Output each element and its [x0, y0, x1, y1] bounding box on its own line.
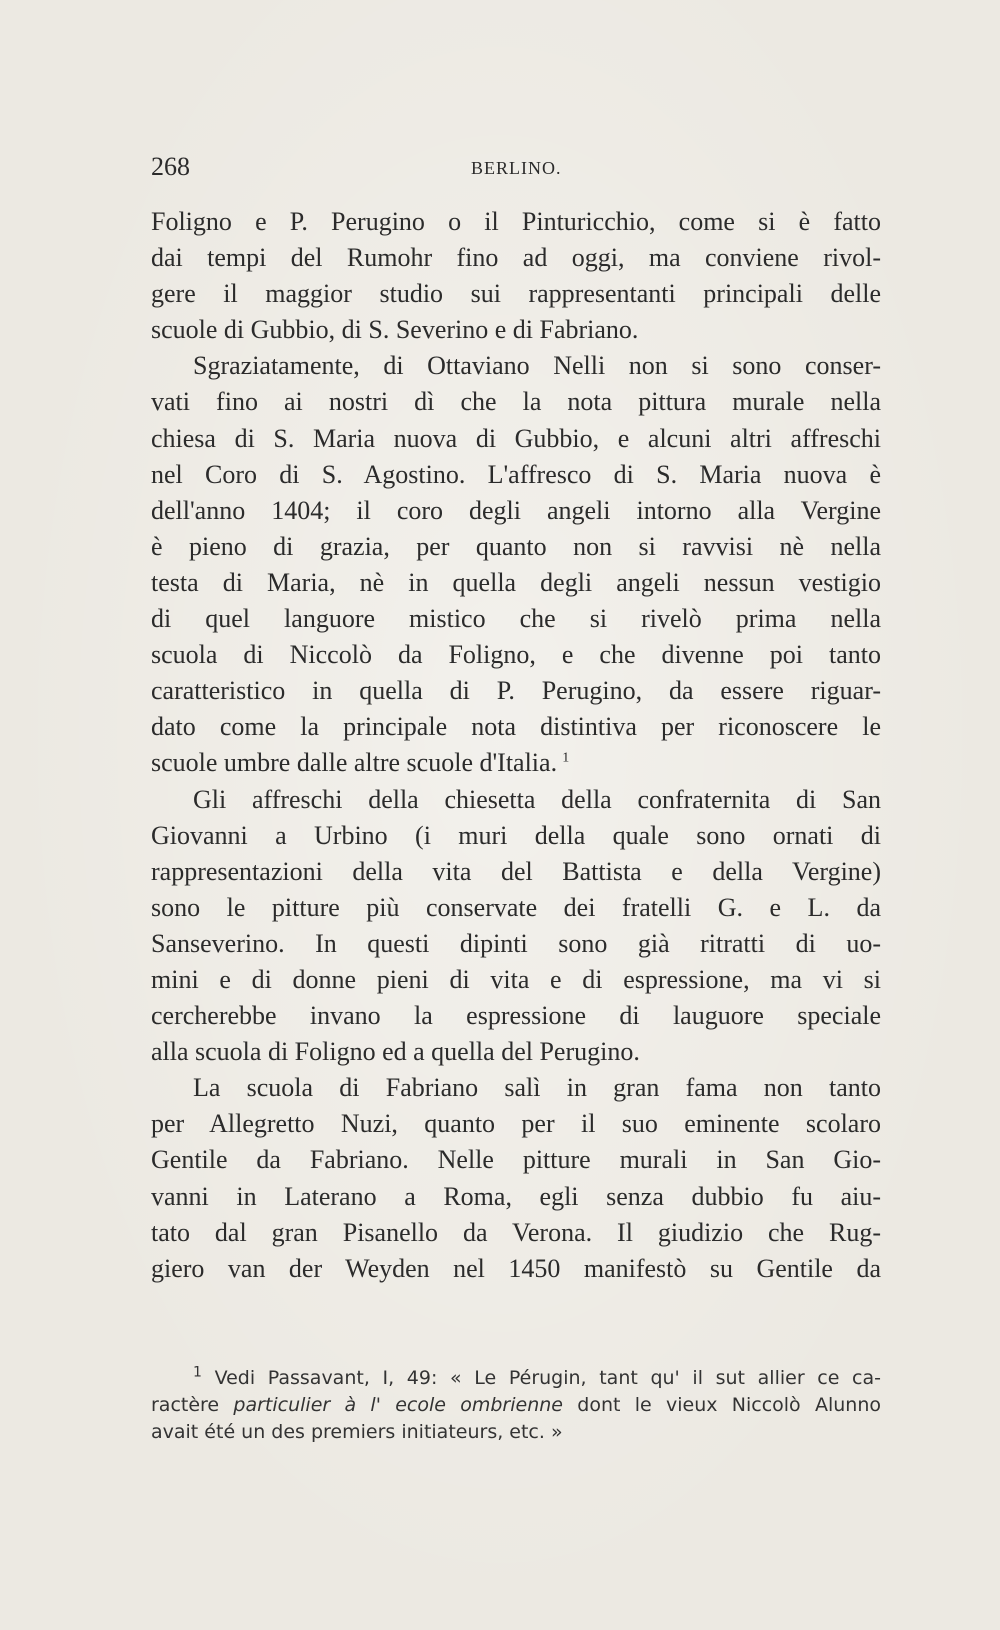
text-line — [151, 1106, 881, 1142]
text-line-content: nel Coro di S. Agostino. L'affresco di S. Maria nuova è — [151, 459, 881, 489]
text-line-content: Sanseverino. In questi dipinti sono già ritratti di uo- — [151, 928, 881, 958]
text-line-content: tato dal gran Pisanello da Verona. Il giudizio che Rug- — [151, 1217, 881, 1247]
footnote-text: Vedi Passavant, I, 49: « Le Pérugin, tant qu' il sut allier ce ca- — [214, 1367, 881, 1389]
text-line-content: dato come la principale nota distintiva per riconoscere le — [151, 712, 881, 742]
text-line-content: Sgraziatamente, di Ottaviano Nelli non si sono conser- — [193, 351, 881, 381]
text-line — [151, 854, 881, 890]
text-line — [151, 1034, 881, 1070]
text-line-content: dell'anno 1404; il coro degli angeli intorno alla Vergine — [151, 495, 881, 525]
text-line — [151, 565, 881, 601]
footnote-line — [151, 1392, 881, 1419]
text-line-content: chiesa di S. Maria nuova di Gubbio, e alcuni altri affreschi — [151, 423, 881, 453]
footnote-italic-text: particulier à l' ecole ombrienne — [233, 1394, 563, 1416]
footnote-line — [151, 1365, 881, 1392]
text-line — [151, 709, 881, 745]
footnote-text: avait été un des premiers initiateurs, etc. » — [151, 1421, 563, 1443]
text-line-content: è pieno di grazia, per quanto non si ravvisi nè nella — [151, 531, 881, 561]
text-line — [151, 493, 881, 529]
text-line — [151, 998, 881, 1034]
footnote-reference: 1 — [562, 750, 570, 766]
text-line — [151, 348, 881, 384]
text-line-content: gere il maggior studio sui rappresentanti principali delle — [151, 279, 881, 309]
text-line — [151, 457, 881, 493]
text-line — [151, 1251, 881, 1287]
text-line — [151, 384, 881, 420]
footnote-marker: 1 — [193, 1364, 202, 1381]
text-line — [151, 1179, 881, 1215]
text-line-content: Gli affreschi della chiesetta della confraternita di San — [193, 784, 881, 814]
text-line-content: vanni in Laterano a Roma, egli senza dubbio fu aiu- — [151, 1181, 881, 1211]
text-line-content: vati fino ai nostri dì che la nota pittura murale nella — [151, 387, 881, 417]
text-line-content: scuole umbre dalle altre scuole d'Italia. — [151, 748, 558, 778]
text-line — [151, 240, 881, 276]
text-line — [151, 1070, 881, 1106]
text-line-content: mini e di donne pieni di vita e di espressione, ma vi si — [151, 964, 881, 994]
text-line — [151, 673, 881, 709]
text-line-content: caratteristico in quella di P. Perugino, da essere riguar- — [151, 676, 881, 706]
text-line — [151, 529, 881, 565]
page-header — [151, 152, 881, 192]
text-line — [151, 421, 881, 457]
text-line-content: dai tempi del Rumohr fino ad oggi, ma conviene rivol- — [151, 243, 881, 273]
text-line-content: cercherebbe invano la espressione di lauguore speciale — [151, 1001, 881, 1031]
text-line — [151, 818, 881, 854]
text-line-content: per Allegretto Nuzi, quanto per il suo eminente scolaro — [151, 1109, 881, 1139]
text-line-content: giero van der Weyden nel 1450 manifestò su Gentile da — [151, 1253, 881, 1283]
text-line — [151, 890, 881, 926]
text-line-content: Foligno e P. Perugino o il Pinturicchio, come si è fatto — [151, 207, 881, 236]
text-line-content: Gentile da Fabriano. Nelle pitture murali in San Gio- — [151, 1145, 881, 1175]
text-line-content: rappresentazioni della vita del Battista e della Vergine) — [151, 856, 881, 886]
text-line-content: alla scuola di Foligno ed a quella del Perugino. — [151, 1037, 640, 1067]
text-line-content: Giovanni a Urbino (i muri della quale sono ornati di — [151, 820, 881, 850]
running-head: BERLINO. — [471, 158, 562, 178]
text-line — [151, 601, 881, 637]
body-text — [151, 204, 881, 1287]
footnote-line — [151, 1419, 881, 1446]
footnote-text: ractère — [151, 1394, 234, 1416]
text-line — [151, 962, 881, 998]
text-line — [151, 1142, 881, 1178]
text-line — [151, 1215, 881, 1251]
text-line-content: sono le pitture più conservate dei fratelli G. e L. da — [151, 892, 881, 922]
footnotes — [151, 1365, 881, 1446]
text-line — [151, 782, 881, 818]
text-line — [151, 276, 881, 312]
text-line — [151, 204, 881, 240]
footnote-text: dont le vieux Niccolò Alunno — [562, 1394, 881, 1416]
text-line — [151, 312, 881, 348]
text-line-content: scuole di Gubbio, di S. Severino e di Fabriano. — [151, 315, 639, 345]
text-line-content: scuola di Niccolò da Foligno, e che divenne poi tanto — [151, 640, 881, 670]
text-line-content: testa di Maria, nè in quella degli angeli nessun vestigio — [151, 567, 881, 597]
page-number: 268 — [151, 152, 190, 181]
text-line — [151, 745, 881, 781]
text-line — [151, 637, 881, 673]
text-line-content: di quel languore mistico che si rivelò prima nella — [151, 604, 881, 634]
text-line — [151, 926, 881, 962]
text-line-content: La scuola di Fabriano salì in gran fama non tanto — [193, 1073, 881, 1103]
